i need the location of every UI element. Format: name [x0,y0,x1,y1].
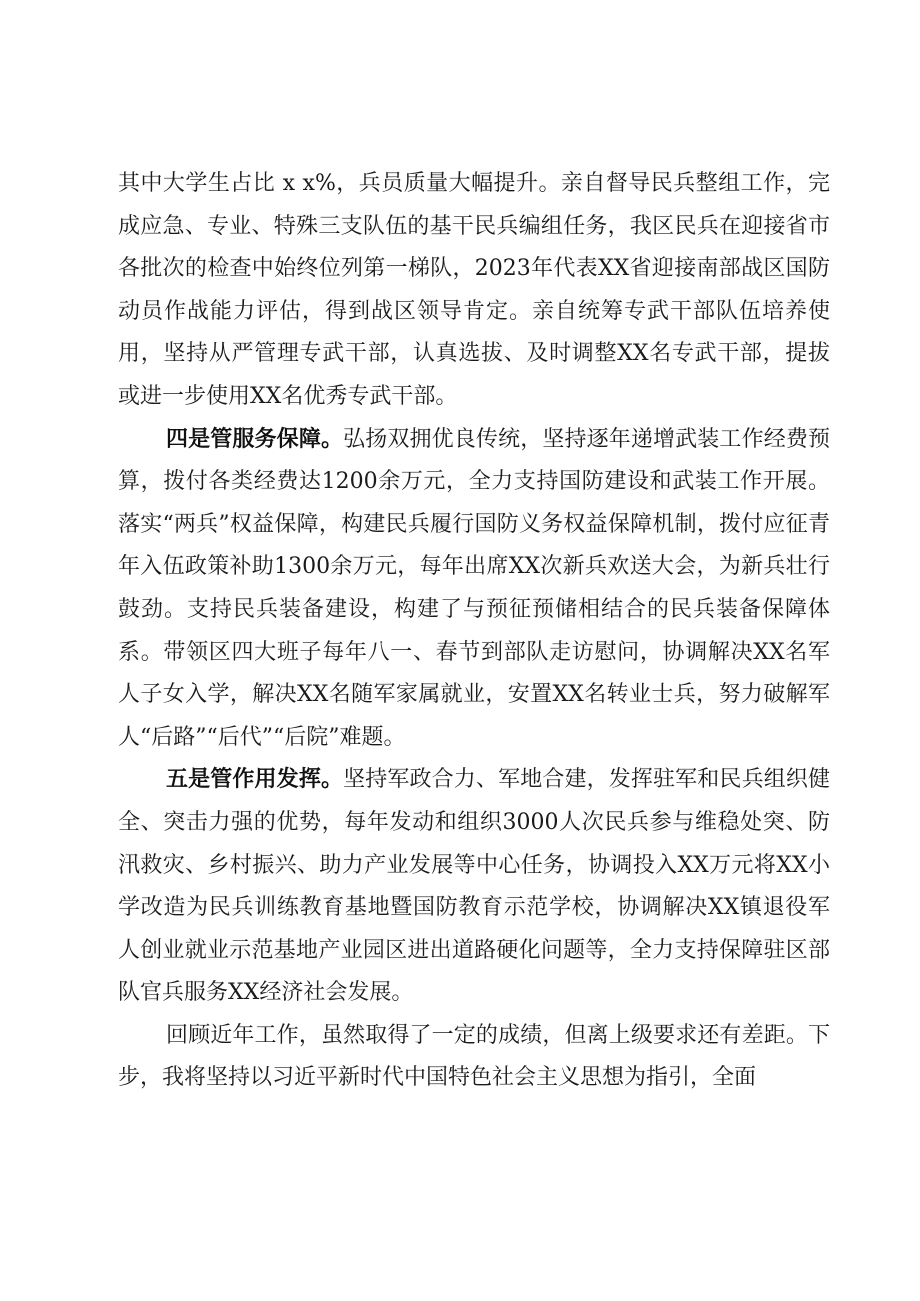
paragraph-service-support [118,419,830,760]
paragraph-role-play [118,759,830,1015]
paragraph-text: 其中大学生占比 x x%，兵员质量大幅提升。亲自督导民兵整组工作，完成应急、专业、特殊三支队伍的基干民兵编组任务，我区民兵在迎接省市各批次的检查中始终位列第一梯队，2023年代表XX省迎接南部战区国防动员作战能力评估，得到战区领导肯定。亲自统筹专武干部队伍培养使用，坚持从严管理专武干部，认真选拔、及时调整XX名专武干部，提拔或进一步使用XX名优秀专武干部。 [118,171,830,409]
paragraph-continuation [118,163,830,419]
paragraph-text: 回顾近年工作，虽然取得了一定的成绩，但离上级要求还有差距。下步，我将坚持以习近平新时代中国特色社会主义思想为指引，全面 [118,1022,830,1091]
paragraph-review [118,1015,830,1100]
paragraph-heading: 五是管作用发挥。 [166,767,344,793]
paragraph-heading: 四是管服务保障。 [166,426,344,452]
document-body [118,163,830,1100]
paragraph-text: 坚持军政合力、军地合建，发挥驻军和民兵组织健全、突击力强的优势，每年发动和组织3000人次民兵参与维稳处突、防汛救灾、乡村振兴、助力产业发展等中心任务，协调投入XX万元将XX小学改造为民兵训练教育基地暨国防教育示范学校，协调解决XX镇退役军人创业就业示范基地产业园区进出道路硬化问题等，全力支持保障驻区部队官兵服务XX经济社会发展。 [118,767,830,1006]
paragraph-text: 弘扬双拥优良传统，坚持逐年递增武装工作经费预算，拨付各类经费达1200余万元，全力支持国防建设和武装工作开展。落实“两兵”权益保障，构建民兵履行国防义务权益保障机制，拨付应征青年入伍政策补助1300余万元，每年出席XX次新兵欢送大会，为新兵壮行鼓劲。支持民兵装备建设，构建了与预征预储相结合的民兵装备保障体系。带领区四大班子每年八一、春节到部队走访慰问，协调解决XX名军人子女入学，解决XX名随军家属就业，安置XX名转业士兵，努力破解军人“后路”“后代”“后院”难题。 [118,426,830,750]
